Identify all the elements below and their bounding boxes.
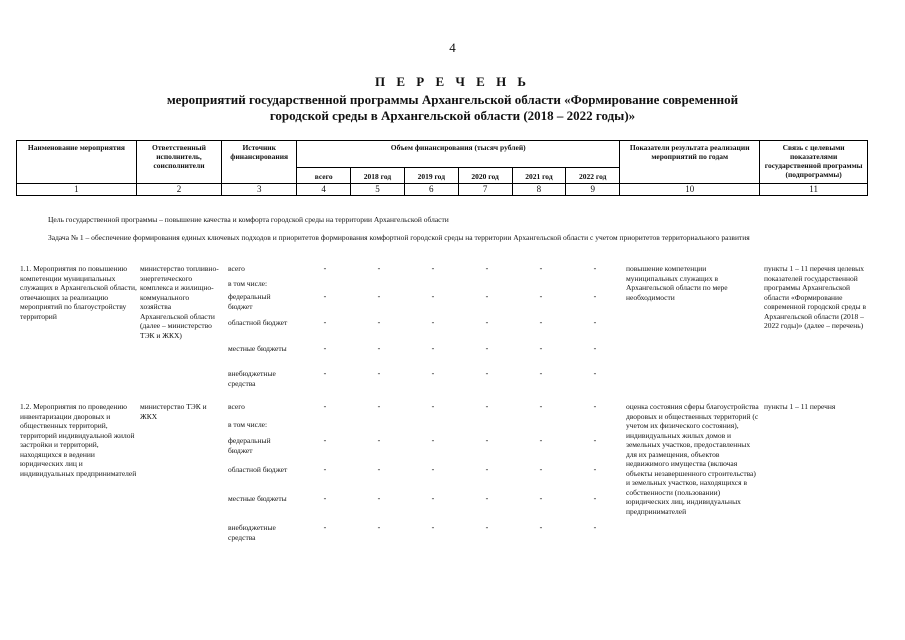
funding-value: -	[485, 436, 489, 445]
funding-value: -	[323, 436, 327, 445]
col-number: 1	[17, 184, 137, 196]
funding-value: -	[539, 292, 543, 301]
funding-value: -	[593, 344, 597, 353]
funding-value: -	[377, 369, 381, 378]
source-local: местные бюджеты	[228, 344, 287, 353]
header-funding: Объем финансирования (тысяч рублей)	[297, 141, 620, 168]
header-link: Связь с целевыми показателями государственной программы (подпрограммы)	[760, 141, 868, 184]
funding-value: -	[323, 318, 327, 327]
funding-value: -	[323, 465, 327, 474]
subtitle-line-1: мероприятий государственной программы Архангельской области «Формирование современной	[166, 92, 739, 107]
col-number: 6	[404, 184, 458, 196]
funding-value: -	[485, 402, 489, 411]
page-number: 4	[449, 40, 456, 55]
source-regional: областной бюджет	[228, 318, 288, 327]
col-number: 4	[297, 184, 351, 196]
funding-value: -	[539, 494, 543, 503]
funding-value: -	[539, 264, 543, 273]
activity-1-1-link: пункты 1 – 11 перечня целевых показателей государственной программы Архангельской области «Формирование современной городской среды в Архангельской области (2018 – 2022 годы)» (далее – перечень)	[764, 264, 866, 330]
funding-value: -	[485, 292, 489, 301]
funding-value: -	[431, 465, 435, 474]
subtitle-line-2: городской среды в Архангельской области (2018 – 2022 годы)»	[269, 108, 636, 123]
source-total: всего	[228, 264, 245, 273]
col-number: 2	[136, 184, 221, 196]
funding-value: -	[485, 523, 489, 532]
funding-value: -	[431, 523, 435, 532]
funding-value: -	[593, 402, 597, 411]
funding-value: -	[539, 318, 543, 327]
header-sub-2020: 2020 год	[458, 168, 512, 184]
funding-value: -	[431, 344, 435, 353]
header-sub-total: всего	[297, 168, 351, 184]
funding-value: -	[431, 402, 435, 411]
header-sub-2021: 2021 год	[512, 168, 566, 184]
source-extrabudget: внебюджетные средства	[228, 369, 276, 388]
funding-value: -	[323, 523, 327, 532]
funding-value: -	[431, 494, 435, 503]
funding-value: -	[323, 264, 327, 273]
funding-value: -	[593, 465, 597, 474]
source-federal: федеральный бюджет	[228, 436, 271, 455]
funding-value: -	[593, 318, 597, 327]
funding-value: -	[431, 369, 435, 378]
funding-value: -	[593, 436, 597, 445]
header-sub-2019: 2019 год	[404, 168, 458, 184]
funding-value: -	[323, 344, 327, 353]
activity-1-2-link: пункты 1 – 11 перечня	[764, 402, 836, 411]
document-subtitle	[0, 92, 905, 124]
funding-value: -	[323, 402, 327, 411]
source-including: в том числе:	[228, 279, 268, 288]
source-regional: областной бюджет	[228, 465, 288, 474]
funding-value: -	[431, 264, 435, 273]
activity-1-1-name: 1.1. Мероприятия по повышению компетенции муниципальных служащих в Архангельской области, отвечающих за реализацию мероприятий по благоустройству территорий	[20, 264, 137, 321]
funding-value: -	[485, 318, 489, 327]
funding-value: -	[539, 369, 543, 378]
funding-value: -	[323, 494, 327, 503]
header-sub-2018: 2018 год	[351, 168, 405, 184]
document-title: П Е Р Е Ч Е Н Ь	[374, 74, 531, 89]
header-sub-2022: 2022 год	[566, 168, 620, 184]
col-number: 7	[458, 184, 512, 196]
funding-value: -	[539, 436, 543, 445]
activity-1-2-result: оценка состояния сферы благоустройства дворовых и общественных территорий (с учетом их физического состояния), индивидуальных жилых домов и земельных участков, предоставленных для их размещения, объектов недвижимого имущества (включая объекты незавершенного строительства) и земельных участков, находящихся в собственности (пользовании) юридических лиц, индивидуальных предпринимателей	[626, 402, 759, 516]
funding-value: -	[431, 436, 435, 445]
header-activity: Наименование мероприятия	[17, 141, 137, 184]
funding-value: -	[377, 402, 381, 411]
source-including: в том числе:	[228, 420, 268, 429]
col-number: 5	[351, 184, 405, 196]
funding-value: -	[485, 344, 489, 353]
program-goal: Цель государственной программы – повышение качества и комфорта городской среды на территории Архангельской области	[48, 215, 449, 224]
source-local: местные бюджеты	[228, 494, 287, 503]
funding-value: -	[539, 344, 543, 353]
funding-value: -	[485, 465, 489, 474]
funding-value: -	[593, 292, 597, 301]
funding-value: -	[539, 402, 543, 411]
funding-value: -	[539, 523, 543, 532]
col-number: 9	[566, 184, 620, 196]
source-total: всего	[228, 402, 245, 411]
funding-value: -	[323, 292, 327, 301]
funding-value: -	[593, 494, 597, 503]
header-source: Источник финансирования	[222, 141, 297, 184]
funding-value: -	[323, 369, 327, 378]
funding-value: -	[593, 264, 597, 273]
funding-value: -	[377, 436, 381, 445]
funding-value: -	[377, 344, 381, 353]
funding-value: -	[431, 292, 435, 301]
col-number: 3	[222, 184, 297, 196]
funding-value: -	[485, 494, 489, 503]
funding-value: -	[593, 369, 597, 378]
col-number: 8	[512, 184, 566, 196]
task-1: Задача № 1 – обеспечение формирования единых ключевых подходов и приоритетов формирования комфортной городской среды на территории Архангельской области с учетом приоритетов территориального развития	[48, 233, 750, 242]
funding-value: -	[377, 318, 381, 327]
activity-1-2-executor: министерство ТЭК и ЖКХ	[140, 402, 207, 421]
funding-value: -	[485, 369, 489, 378]
funding-value: -	[377, 494, 381, 503]
header-results: Показатели результата реализации мероприятий по годам	[620, 141, 760, 184]
funding-value: -	[377, 523, 381, 532]
funding-value: -	[431, 318, 435, 327]
source-extrabudget: внебюджетные средства	[228, 523, 276, 542]
header-table	[16, 140, 868, 196]
funding-value: -	[593, 523, 597, 532]
activity-1-1-result: повышение компетенции муниципальных служащих в Архангельской области по мере необходимости	[626, 264, 728, 302]
funding-value: -	[485, 264, 489, 273]
col-number: 11	[760, 184, 868, 196]
col-number: 10	[620, 184, 760, 196]
activity-1-2-name: 1.2. Мероприятия по проведению инвентаризации дворовых и общественных территорий, территорий индивидуальной жилой застройки и территорий, находящихся в ведении юридических лиц и индивидуальных предпринимателей	[20, 402, 137, 478]
funding-value: -	[377, 292, 381, 301]
funding-value: -	[377, 465, 381, 474]
funding-value: -	[377, 264, 381, 273]
funding-value: -	[539, 465, 543, 474]
activity-1-1-executor: министерство топливно-энергетического комплекса и жилищно-коммунального хозяйства Архангельской области (далее – министерство ТЭК и ЖКХ)	[140, 264, 219, 340]
header-executor: Ответственный исполнитель, соисполнители	[136, 141, 221, 184]
source-federal: федеральный бюджет	[228, 292, 271, 311]
